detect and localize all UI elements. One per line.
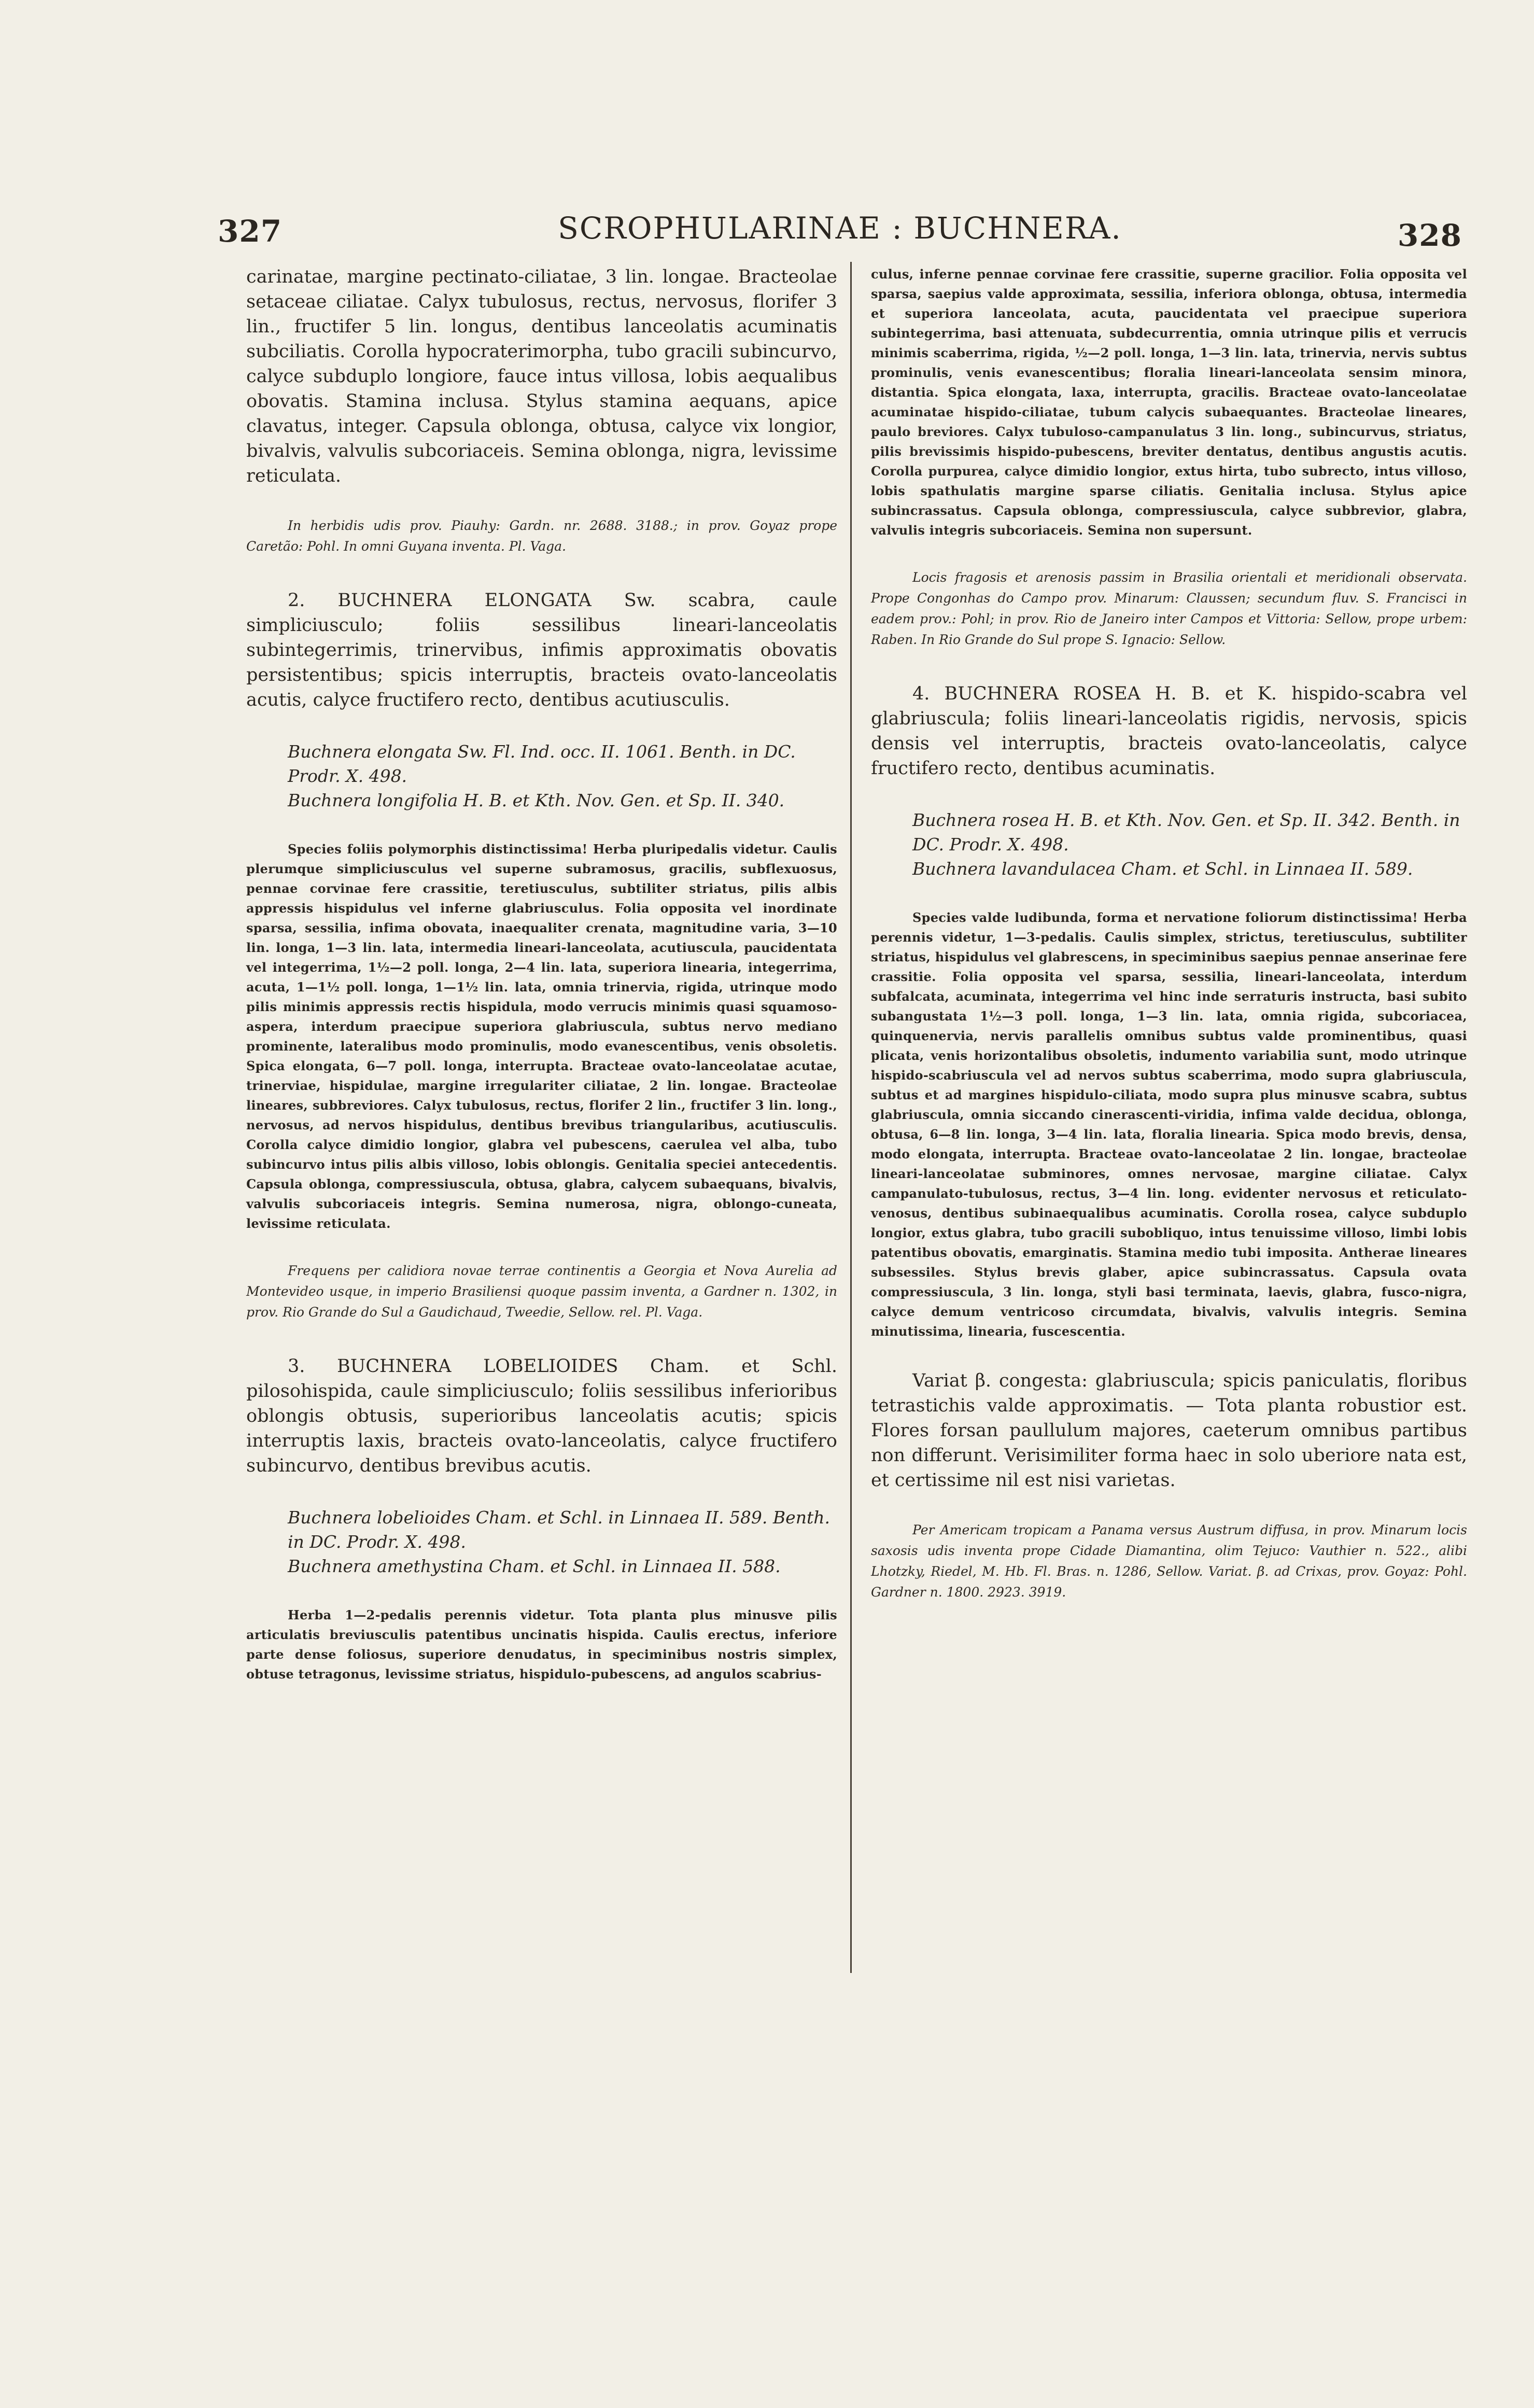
locality-note: Locis fragosis et arenosis passim in Brasilia orientali et meridionali observata. Prope Congonhas do Campo prov. Minarum: Claussen; secundum fluv. S. Francisci in eadem prov.: Pohl; in prov. Rio de Janeiro inter Campos et Vittoria: Sellow, prope urbem: Raben. In Rio Grande do Sul prope S. Ignacio: Sellow. — [871, 570, 1467, 647]
column-divider — [850, 262, 852, 1973]
page-number-right: 328 — [1397, 218, 1462, 253]
species-heading-4: 4. BUCHNERA ROSEA H. B. et K. hispido-scabra vel glabriuscula; foliis lineari-lanceolatis rigidis, nervosis, spicis densis vel interruptis, bracteis ovato-lanceolatis, calyce fructifero recto, dentibus acuminatis. — [871, 683, 1467, 779]
variety-note: Variat β. congesta: glabriuscula; spicis paniculatis, floribus tetrastichis valde approximatis. — Tota planta robustior est. Flores forsan paullulum majores, caeterum omnibus partibus non differunt. Verisimiliter forma haec in solo uberiore nata est, et certissime nil est nisi varietas. — [871, 1370, 1467, 1491]
species-description-continued: culus, inferne pennae corvinae fere crassitie, superne gracilior. Folia opposita vel sparsa, saepius valde approximata, sessilia, inferiora oblonga, obtusa, intermedia et superiora lanceolata, acuta, paucidentata vel praecipue superiora subintegerrima, basi attenuata, subdecurrentia, omnia utrinque pilis et verrucis minimis scaberrima, rigida, ½—2 poll. longa, 1—3 lin. lata, trinervia, nervis subtus prominulis, venis evanescentibus; floralia lineari-lanceolata sensim minora, distantia. Spica elongata, laxa, interrupta, gracilis. Bracteae ovato-lanceolatae acuminatae hispido-ciliatae, tubum calycis subaequantes. Bracteolae lineares, paulo breviores. Calyx tubuloso-campanulatus 3 lin. long., subincurvus, striatus, pilis brevissimis hispido-pubescens, breviter dentatus, dentibus angustis acutis. Corolla purpurea, calyce dimidio longior, extus hirta, tubo subrecto, intus villoso, lobis spathulatis margine sparse ciliatis. Genitalia inclusa. Stylus apice subincrassatus. Capsula oblonga, compressiuscula, calyce subbrevior, glabra, valvulis integris subcoriaceis. Semina non supersunt. — [871, 267, 1467, 538]
synonym: Buchnera elongata Sw. Fl. Ind. occ. II. 1061. Benth. in DC. Prodr. X. 498. — [288, 741, 796, 786]
species-description: Herba 1—2-pedalis perennis videtur. Tota planta plus minusve pilis articulatis breviusculis patentibus uncinatis hispida. Caulis erectus, inferiore parte dense foliosus, superiore denudatus, in speciminibus nostris simplex, obtuse tetragonus, levissime striatus, hispidulo-pubescens, ad angulos scabrius- — [246, 1607, 837, 1682]
species-description: Species foliis polymorphis distinctissima! Herba pluripedalis videtur. Caulis plerumque simpliciusculus vel superne subramosus, gracilis, subflexuosus, pennae corvinae fere crassitie, teretiusculus, subtiliter striatus, pilis albis appressis hispidulus vel inferne glabriusculus. Folia opposita vel inordinate sparsa, sessilia, infima obovata, inaequaliter crenata, magnitudine varia, 3—10 lin. longa, 1—3 lin. lata, intermedia lineari-lanceolata, acutiuscula, paucidentata vel integerrima, 1½—2 poll. longa, 2—4 lin. lata, superiora linearia, integerrima, acuta, 1—1½ poll. longa, 1—1½ lin. lata, omnia trinervia, rigida, utrinque modo pilis minimis appressis rectis hispidula, modo verrucis minimis quasi squamoso-aspera, interdum praecipue superiora glabriuscula, subtus nervo mediano prominente, lateralibus modo prominulis, modo evanescentibus, venis obsoletis. Spica elongata, 6—7 poll. longa, interrupta. Bracteae ovato-lanceolatae acutae, trinerviae, hispidulae, margine irregulariter ciliatae, 2 lin. longae. Bracteolae lineares, subbreviores. Calyx tubulosus, rectus, florifer 2 lin., fructifer 3 lin. long., nervosus, ad nervos hispidulus, dentibus brevibus triangularibus, acutiusculis. Corolla calyce dimidio longior, glabra vel pubescens, caerulea vel alba, tubo subincurvo intus pilis albis villoso, lobis oblongis. Genitalia speciei antecedentis. Capsula oblonga, compressiuscula, obtusa, glabra, calycem subaequans, bivalvis, valvulis subcoriaceis integris. Semina numerosa, nigra, oblongo-cuneata, levissime reticulata. — [246, 842, 837, 1231]
running-title: SCROPHULARINAE : BUCHNERA. — [558, 211, 1122, 246]
left-column — [246, 264, 837, 1684]
synonym: Buchnera amethystina Cham. et Schl. in Linnaea II. 588. — [288, 1556, 781, 1576]
synonym: Buchnera lobelioides Cham. et Schl. in Linnaea II. 589. Benth. in DC. Prodr. X. 498. — [288, 1507, 830, 1552]
locality-note: Per Americam tropicam a Panama versus Austrum diffusa, in prov. Minarum locis saxosis udis inventa prope Cidade Diamantina, olim Tejuco: Vauthier n. 522., alibi Lhotzky, Riedel, M. Hb. Fl. Bras. n. 1286, Sellow. Variat. β. ad Crixas, prov. Goyaz: Pohl. Gardner n. 1800. 2923. 3919. — [871, 1522, 1467, 1600]
synonym: Buchnera longifolia H. B. et Kth. Nov. Gen. et Sp. II. 340. — [288, 790, 785, 810]
description-continued: carinatae, margine pectinato-ciliatae, 3 lin. longae. Bracteolae setaceae ciliatae. Calyx tubulosus, rectus, nervosus, florifer 3 lin., fructifer 5 lin. longus, dentibus lanceolatis acuminatis subciliatis. Corolla hypocraterimorpha, tubo gracili subincurvo, calyce subduplo longiore, fauce intus villosa, lobis aequalibus obovatis. Stamina inclusa. Stylus stamina aequans, apice clavatus, integer. Capsula oblonga, obtusa, calyce vix longior, bivalvis, valvulis subcoriaceis. Semina oblonga, nigra, levissime reticulata. — [246, 267, 837, 486]
species-heading-2: 2. BUCHNERA ELONGATA Sw. scabra, caule simpliciusculo; foliis sessilibus lineari-lanceolatis subintegerrimis, trinervibus, infimis approximatis obovatis persistentibus; spicis interruptis, bracteis ovato-lanceolatis acutis, calyce fructifero recto, dentibus acutiusculis. — [246, 590, 837, 710]
locality-note: In herbidis udis prov. Piauhy: Gardn. nr. 2688. 3188.; in prov. Goyaz prope Caretão: Pohl. In omni Guyana inventa. Pl. Vaga. — [246, 518, 837, 554]
synonym: Buchnera lavandulacea Cham. et Schl. in Linnaea II. 589. — [912, 859, 1413, 879]
page-number-left: 327 — [218, 214, 283, 249]
page-header — [218, 207, 1462, 254]
right-column — [871, 264, 1467, 1603]
species-description: Species valde ludibunda, forma et nervatione foliorum distinctissima! Herba perennis videtur, 1—3-pedalis. Caulis simplex, strictus, teretiusculus, subtiliter striatus, hispidulus vel glabrescens, in speciminibus saepius pennae anserinae fere crassitie. Folia opposita vel sparsa, sessilia, lineari-lanceolata, interdum subfalcata, acuminata, integerrima vel hinc inde serraturis instructa, basi subito subangustata 1½—3 poll. longa, 1—3 lin. lata, omnia rigida, subcoriacea, quinquenervia, nervis parallelis omnibus subtus valde prominentibus, quasi plicata, venis horizontalibus obsoletis, indumento variabilia sunt, modo utrinque hispido-scabriuscula vel ad nervos subtus scaberrima, modo supra glabriuscula, subtus et ad margines hispidulo-ciliata, modo supra plus minusve scabra, subtus glabriuscula, omnia siccando cinerascenti-viridia, infima valde decidua, oblonga, obtusa, 6—8 lin. longa, 3—4 lin. lata, floralia linearia. Spica modo brevis, densa, modo elongata, interrupta. Bracteae ovato-lanceolatae 2 lin. longae, bracteolae lineari-lanceolatae subminores, omnes nervosae, margine ciliatae. Calyx campanulato-tubulosus, rectus, 3—4 lin. long. evidenter nervosus et reticulato-venosus, dentibus subinaequalibus acuminatis. Corolla rosea, calyce subduplo longior, extus glabra, tubo gracili subobliquo, intus tenuissime villoso, limbi lobis patentibus obovatis, emarginatis. Stamina medio tubi imposita. Antherae lineares subsessiles. Stylus brevis glaber, apice subincrassatus. Capsula ovata compressiuscula, 3 lin. longa, styli basi terminata, laevis, glabra, fusco-nigra, calyce demum ventricoso circumdata, bivalvis, valvulis integris. Semina minutissima, linearia, fuscescentia. — [871, 910, 1467, 1339]
synonym: Buchnera rosea H. B. et Kth. Nov. Gen. et Sp. II. 342. Benth. in DC. Prodr. X. 498. — [912, 810, 1460, 855]
locality-note: Frequens per calidiora novae terrae continentis a Georgia et Nova Aurelia ad Montevideo usque, in imperio Brasiliensi quoque passim inventa, a Gardner n. 1302, in prov. Rio Grande do Sul a Gaudichaud, Tweedie, Sellow. rel. Pl. Vaga. — [246, 1263, 837, 1320]
species-heading-3: 3. BUCHNERA LOBELIOIDES Cham. et Schl. pilosohispida, caule simpliciusculo; foliis sessilibus inferioribus oblongis obtusis, superioribus lanceolatis acutis; spicis interruptis laxis, bracteis ovato-lanceolatis, calyce fructifero subincurvo, dentibus brevibus acutis. — [246, 1356, 837, 1476]
